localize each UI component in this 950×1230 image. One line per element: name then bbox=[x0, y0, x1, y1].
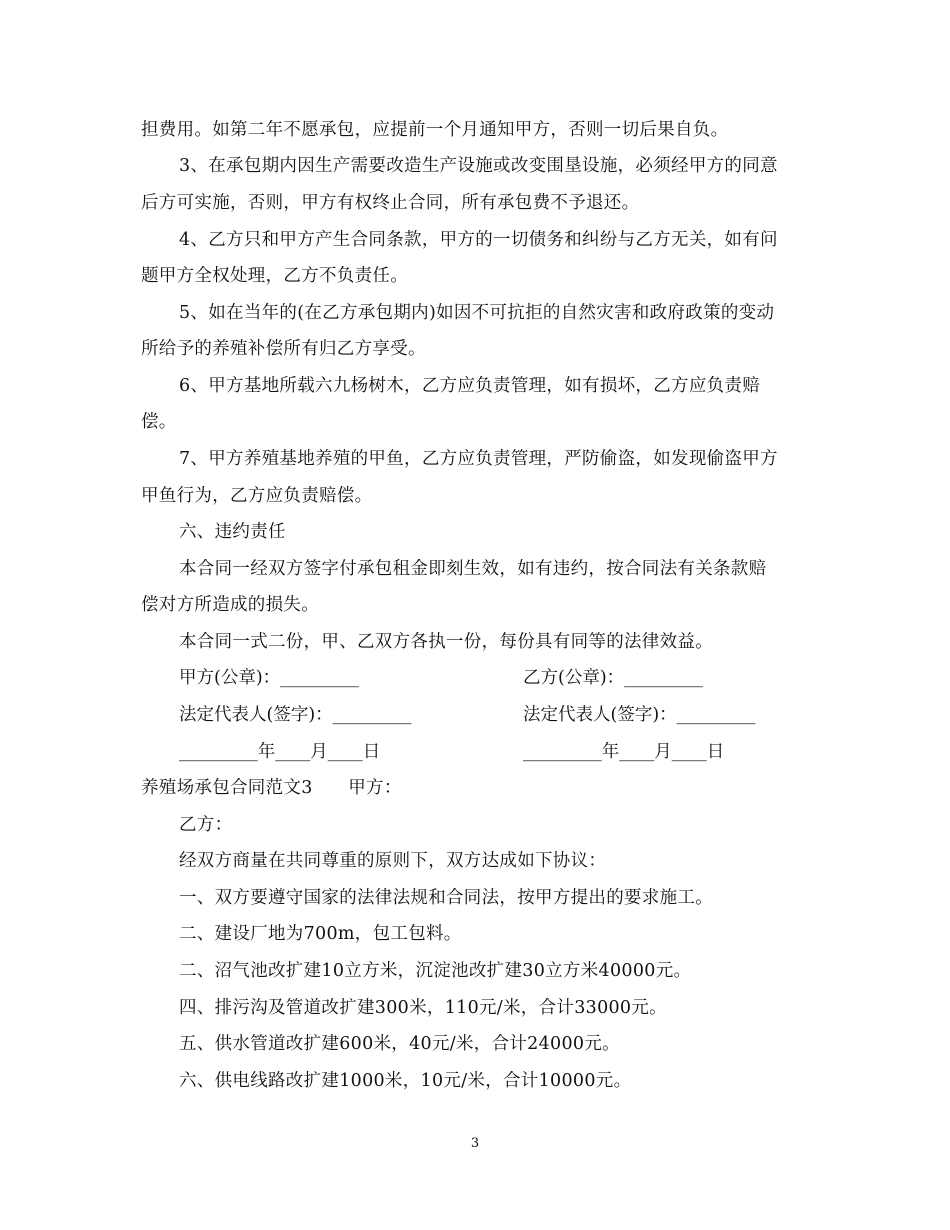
paragraph-line: 二、沼气池改扩建10立方米，沉淀池改扩建30立方米40000元。 bbox=[179, 961, 692, 981]
paragraph-line: 二、建设厂地为700m，包工包料。 bbox=[179, 924, 462, 944]
paragraph-line: 5、如在当年的(在乙方承包期内)如因不可抗拒的自然灾害和政府政策的变动 bbox=[179, 303, 775, 323]
paragraph-line: 经双方商量在共同尊重的原则下，双方达成如下协议： bbox=[179, 851, 607, 871]
paragraph-line: 本合同一式二份，甲、乙双方各执一份，每份具有同等的法律效益。 bbox=[179, 632, 713, 652]
paragraph-line: 后方可实施，否则，甲方有权终止合同，所有承包费不予退还。 bbox=[141, 193, 640, 213]
party-a-representative-field: 法定代表人(签字)：_________ bbox=[179, 705, 412, 725]
party-a-seal-field: 甲方(公章)：_________ bbox=[179, 668, 359, 688]
paragraph-line: 本合同一经双方签字付承包租金即刻生效，如有违约，按合同法有关条款赔 bbox=[179, 559, 767, 579]
party-b-date-field: _________年____月____日 bbox=[523, 742, 725, 762]
paragraph-line: 一、双方要遵守国家的法律法规和合同法，按甲方提出的要求施工。 bbox=[179, 888, 713, 908]
paragraph-line: 3、在承包期内因生产需要改造生产设施或改变围垦设施，必须经甲方的同意 bbox=[179, 156, 778, 176]
paragraph-line: 担费用。如第二年不愿承包，应提前一个月通知甲方，否则一切后果自负。 bbox=[141, 120, 729, 140]
party-a-date-field: _________年____月____日 bbox=[179, 742, 381, 762]
paragraph-line: 五、供水管道改扩建600米，40元/米，合计24000元。 bbox=[179, 1034, 620, 1054]
paragraph-line: 4、乙方只和甲方产生合同条款，甲方的一切债务和纠纷与乙方无关，如有问 bbox=[179, 230, 778, 250]
paragraph-line: 题甲方全权处理，乙方不负责任。 bbox=[141, 266, 408, 286]
party-b-seal-field: 乙方(公章)：_________ bbox=[523, 668, 703, 688]
paragraph-line: 6、甲方基地所载六九杨树木，乙方应负责管理，如有损坏，乙方应负责赔 bbox=[179, 376, 761, 396]
paragraph-line: 甲鱼行为，乙方应负责赔偿。 bbox=[141, 486, 373, 506]
paragraph-line: 六、供电线路改扩建1000米，10元/米，合计10000元。 bbox=[179, 1071, 632, 1091]
paragraph-line: 偿对方所造成的损失。 bbox=[141, 595, 319, 615]
page-number: 3 bbox=[470, 1136, 480, 1151]
paragraph-line: 四、排污沟及管道改扩建300米，110元/米，合计33000元。 bbox=[179, 998, 667, 1018]
paragraph-line: 7、甲方养殖基地养殖的甲鱼，乙方应负责管理，严防偷盗，如发现偷盗甲方 bbox=[179, 449, 778, 469]
contract-title-line: 养殖场承包合同范文3 甲方： bbox=[141, 778, 402, 798]
section-heading: 六、违约责任 bbox=[179, 522, 286, 542]
paragraph-line: 乙方： bbox=[179, 815, 233, 835]
paragraph-line: 所给予的养殖补偿所有归乙方享受。 bbox=[141, 339, 426, 359]
party-b-representative-field: 法定代表人(签字)：_________ bbox=[523, 705, 756, 725]
paragraph-line: 偿。 bbox=[141, 412, 177, 432]
